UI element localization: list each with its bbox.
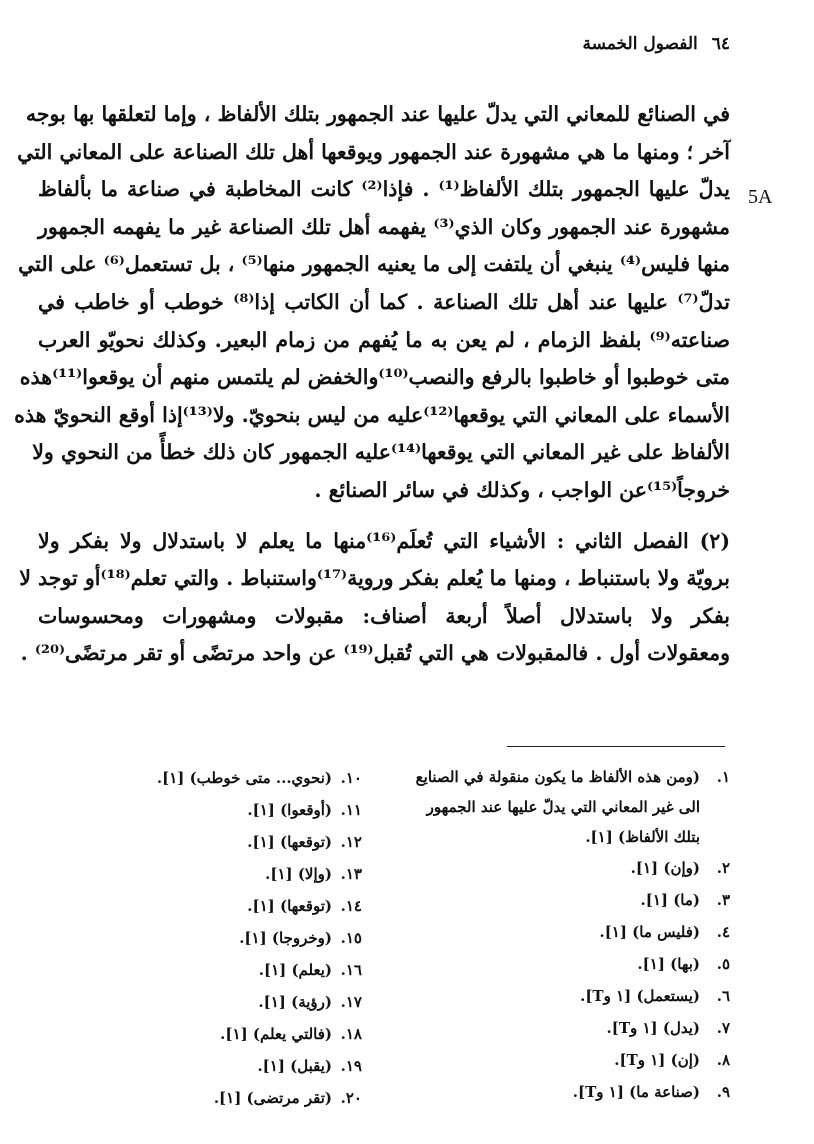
footnote: ٩. (صناعة ما) [١ وT]. xyxy=(572,1083,730,1101)
text-line: في الصنائع للمعاني التي يدلّ عليها عند الجمهور بتلك الألفاظ ، وإما لتعلقها بها بوجه xyxy=(25,102,730,126)
footnote: ١٠. (نحوي... متى خوطب) [١]. xyxy=(156,769,362,787)
footnotes-column-left xyxy=(132,762,362,1114)
footnote: ٢. (وإن) [١]. xyxy=(630,859,730,877)
footnote: ١٩. (يقبل) [١]. xyxy=(257,1057,362,1075)
text-line: خروجاً⁽¹⁵⁾عن الواجب ، وكذلك في سائر الصنائع . xyxy=(314,477,730,502)
running-header xyxy=(530,34,730,54)
footnote: ٤. (فليس ما) [١]. xyxy=(599,923,730,941)
footnote: ٧. (يدل) [١ وT]. xyxy=(606,1019,730,1037)
text-line: منها فليس⁽⁴⁾ ينبغي أن يلتفت إلى ما يعنيه الجمهور منها⁽⁵⁾ ، بل تستعمل⁽⁶⁾ على التي xyxy=(18,252,730,277)
footnote: ١٦. (يعلم) [١]. xyxy=(258,961,362,979)
footnote: ٦. (يستعمل) [١ وT]. xyxy=(580,987,730,1005)
paragraph-1 xyxy=(14,96,731,510)
text-line: يدلّ عليها الجمهور بتلك الألفاظ⁽¹⁾ . فإذا⁽²⁾ كانت المخاطبة في صناعة ما بألفاظ xyxy=(38,177,731,202)
footnote: ١٤. (توقعها) [١]. xyxy=(247,897,362,915)
text-line: الألفاظ على غير المعاني التي يوقعها⁽¹⁴⁾عليه الجمهور كان ذلك خطأً من النحوي ولا xyxy=(32,440,730,465)
footnote: ٣. (ما) [١]. xyxy=(640,891,730,909)
text-line: برويّة ولا باستنباط ، ومنها ما يُعلم بفكر وروية⁽¹⁷⁾واستنباط . والتي تعلم⁽¹⁸⁾أو توجد لا xyxy=(19,566,730,591)
page-number: ٦٤ xyxy=(711,34,730,54)
section-heading: (٢) الفصل الثاني xyxy=(575,528,731,553)
text-line: صناعته⁽⁹⁾ بلفظ الزمام ، لم يعن به ما يُفهم من زمام البعير. وكذلك نحويّو العرب xyxy=(38,327,730,352)
footnote: ١٢. (توقعها) [١]. xyxy=(247,833,362,851)
footnote-divider xyxy=(507,746,725,747)
text-line xyxy=(38,523,730,561)
footnote: ٨. (إن) [١ وT]. xyxy=(614,1051,730,1069)
running-title: الفصول الخمسة xyxy=(582,34,698,54)
text-line: بفكر ولا باستدلال أصلاً أربعة أصناف: مقبولات ومشهورات ومحسوسات xyxy=(38,603,730,628)
text-line: آخر ؛ ومنها ما هي مشهورة عند الجمهور ويوقعها أهل تلك الصناعة على المعاني التي xyxy=(17,139,730,164)
footnote: ١٣. (وإلا) [١]. xyxy=(265,865,362,883)
footnote: ٢٠. (تقر مرتضى) [١]. xyxy=(213,1089,362,1107)
text-line: تدلّ⁽⁷⁾ عليها عند أهل تلك الصناعة . كما أن الكاتب إذا⁽⁸⁾ خوطب أو خاطب في xyxy=(38,289,730,314)
footnotes xyxy=(110,762,730,1114)
main-text xyxy=(14,96,731,673)
text-line: الأسماء على المعاني التي يوقعها⁽¹²⁾عليه من ليس بنحويّ. ولا⁽¹³⁾إذا أوقع النحويّ هذه xyxy=(14,402,730,427)
footnote: ١١. (أوقعوا) [١]. xyxy=(247,801,362,819)
text-line: مشهورة عند الجمهور وكان الذي⁽³⁾ يفهمه أهل تلك الصناعة غير ما يفهمه الجمهور xyxy=(38,214,730,239)
footnote: ١٧. (رؤية) [١]. xyxy=(258,993,362,1011)
text-line: متى خوطبوا أو خاطبوا بالرفع والنصب⁽¹⁰⁾والخفض لم يلتمس منهم أن يوقعوا⁽¹¹⁾هذه xyxy=(19,365,730,390)
footnote: ١٥. (وخروجا) [١]. xyxy=(239,929,362,947)
text-line: ومعقولات أول . فالمقبولات هي التي تُقبل⁽¹⁹⁾ عن واحد مرتضًى أو تقر مرتضًى⁽²⁰⁾ . xyxy=(20,641,730,666)
footnote: ٥. (بها) [١]. xyxy=(637,955,730,973)
margin-reference: 5A xyxy=(748,186,773,208)
text-line-part: : الأشياء التي تُعلَم⁽¹⁶⁾منها ما يعلم لا باستدلال ولا بفكر ولا xyxy=(38,528,565,553)
footnote: ١٨. (فالتي يعلم) [١]. xyxy=(220,1025,362,1043)
paragraph-2 xyxy=(19,523,731,673)
footnote: ١. (ومن هذه الألفاظ ما يكون منقولة في الصنايع الى غير المعاني التي يدلّ عليها عند الجمهور بتلك الألفاظ) [١]. xyxy=(415,768,730,846)
footnotes-column-right xyxy=(410,762,730,1114)
